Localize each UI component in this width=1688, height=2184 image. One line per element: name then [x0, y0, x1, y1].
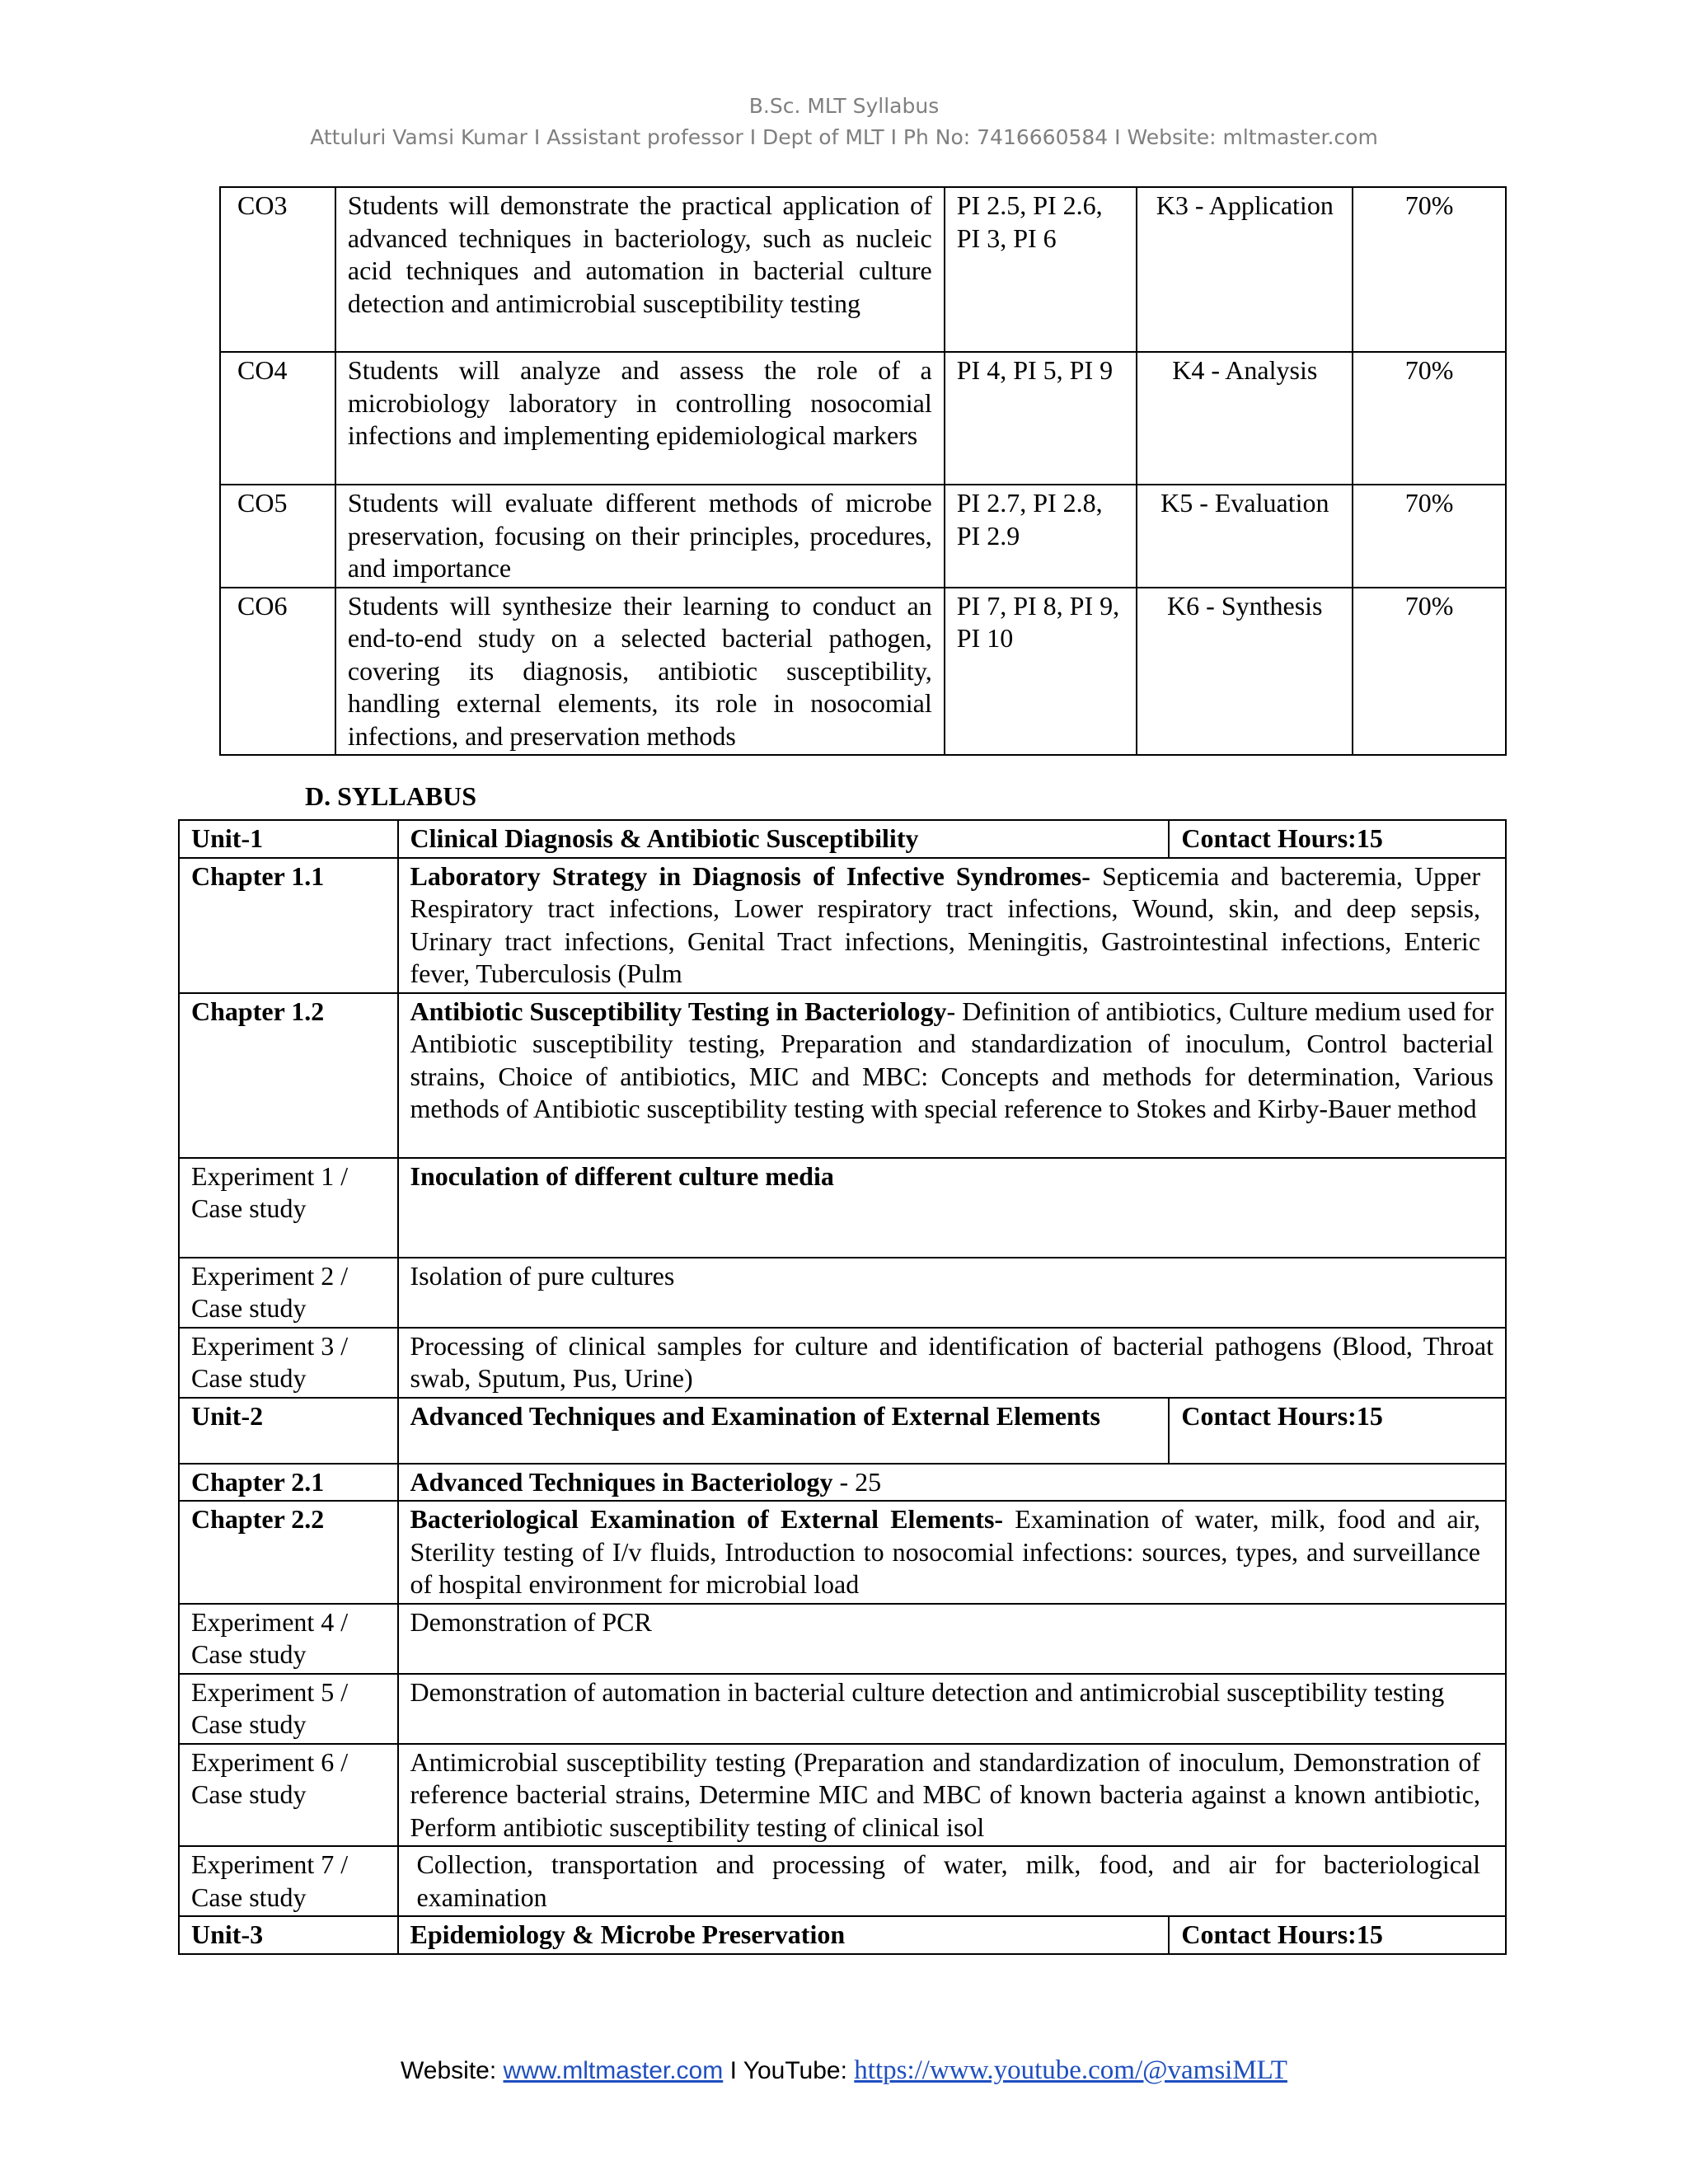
chapter-text: - 25: [832, 1466, 882, 1497]
chapter-label: Chapter 1.1: [179, 858, 398, 993]
co-target: 70%: [1353, 588, 1506, 756]
co-level: K4 - Analysis: [1137, 352, 1353, 485]
unit-label: Unit-2: [179, 1398, 398, 1464]
footer-website-label: Website:: [401, 2057, 504, 2084]
co-code: CO6: [220, 588, 335, 756]
co-target: 70%: [1353, 485, 1506, 588]
chapter-content: [398, 858, 1507, 993]
experiment-row: [179, 1674, 1506, 1744]
co-pi: PI 7, PI 8, PI 9, PI 10: [945, 588, 1137, 756]
co-pi: PI 2.5, PI 2.6, PI 3, PI 6: [945, 187, 1137, 352]
experiment-label: Experiment 2 / Case study: [179, 1258, 398, 1328]
experiment-label: Experiment 5 / Case study: [179, 1674, 398, 1744]
unit-row: [179, 820, 1506, 858]
chapter-label: Chapter 2.2: [179, 1501, 398, 1604]
page-header-title: B.Sc. MLT Syllabus: [748, 94, 940, 118]
chapter-label: Chapter 2.1: [179, 1464, 398, 1502]
experiment-text: Collection, transportation and processing of water, milk, food, and air for bacteriological examination: [398, 1846, 1507, 1916]
contact-hours: Contact Hours:15: [1169, 1916, 1506, 1954]
chapter-text: Septicemia and bacteremia, Upper Respiratory tract infections, Lower respiratory tract infections, Wound, skin, and deep sepsis, Urinary tract infections, Genital Tract infections, Meningitis, Gastrointestinal infections, Enteric fever, Tuberculosis (Pulm: [410, 860, 1481, 988]
section-heading: D. SYLLABUS: [305, 781, 477, 811]
co-statement: Students will demonstrate the practical application of advanced techniques in bacteriology, such as nucleic acid techniques and automation in bacterial culture detection and antimicrobial susceptibility testing: [335, 187, 945, 352]
unit-title: Advanced Techniques and Examination of External Elements: [398, 1398, 1170, 1464]
page-footer: [0, 2055, 1688, 2086]
chapter-content: [398, 993, 1507, 1158]
chapter-title: Laboratory Strategy in Diagnosis of Infective Syndromes-: [410, 860, 1090, 891]
experiment-label: Experiment 7 / Case study: [179, 1846, 398, 1916]
chapter-content: [398, 1464, 1507, 1502]
chapter-label: Chapter 1.2: [179, 993, 398, 1158]
co-target: 70%: [1353, 187, 1506, 352]
chapter-text: Examination of water, milk, food and air, Sterility testing of I/v fluids, Introduction to nosocomial infections: sources, types, and surveillance of hospital environment for microbial load: [410, 1504, 1481, 1599]
experiment-text: Demonstration of PCR: [398, 1604, 1507, 1674]
co-level: K5 - Evaluation: [1137, 485, 1353, 588]
experiment-row: [179, 1158, 1506, 1258]
co-pi: PI 2.7, PI 2.8, PI 2.9: [945, 485, 1137, 588]
table-row: [220, 187, 1506, 352]
unit-label: Unit-3: [179, 1916, 398, 1954]
experiment-row: [179, 1744, 1506, 1847]
experiment-text: Isolation of pure cultures: [398, 1258, 1507, 1328]
chapter-title: Bacteriological Examination of External Elements-: [410, 1504, 1004, 1534]
chapter-text: - Definition of antibiotics, Culture medium used for Antibiotic susceptibility testing, Preparation and standardization of inoculum, Control bacterial strains, Choice of antibiotics, MIC and MBC: Concepts and methods for determination, Various methods of Antibiotic susceptibility testing with special reference to Stokes and Kirby-Bauer method: [410, 996, 1494, 1123]
contact-hours: Contact Hours:15: [1169, 820, 1506, 858]
unit-row: [179, 1398, 1506, 1464]
table-row: [220, 485, 1506, 588]
experiment-text: Antimicrobial susceptibility testing (Preparation and standardization of inoculum, Demonstration of reference bacterial strains, Determine MIC and MBC of known bacteria against a known antibiotic, Perform antibiotic susceptibility testing of clinical isol: [398, 1744, 1507, 1847]
experiment-row: [179, 1604, 1506, 1674]
experiment-label: Experiment 6 / Case study: [179, 1744, 398, 1847]
course-outcomes-table: [219, 186, 1507, 756]
chapter-title: Advanced Techniques in Bacteriology: [410, 1466, 833, 1497]
experiment-text: Demonstration of automation in bacterial culture detection and antimicrobial susceptibility testing: [398, 1674, 1507, 1744]
chapter-content: [398, 1501, 1507, 1604]
chapter-title: Antibiotic Susceptibility Testing in Bacteriology: [410, 996, 947, 1026]
chapter-row: [179, 1464, 1506, 1502]
co-statement: Students will evaluate different methods of microbe preservation, focusing on their principles, procedures, and importance: [335, 485, 945, 588]
unit-title: Clinical Diagnosis & Antibiotic Susceptibility: [398, 820, 1170, 858]
table-row: [220, 352, 1506, 485]
experiment-text: Processing of clinical samples for culture and identification of bacterial pathogens (Blood, Throat swab, Sputum, Pus, Urine): [398, 1328, 1507, 1398]
footer-separator: I YouTube:: [723, 2057, 855, 2084]
youtube-link[interactable]: https://www.youtube.com/@vamsiMLT: [854, 2055, 1287, 2085]
unit-row: [179, 1916, 1506, 1954]
experiment-label: Experiment 4 / Case study: [179, 1604, 398, 1674]
experiment-label: Experiment 3 / Case study: [179, 1328, 398, 1398]
co-code: CO5: [220, 485, 335, 588]
chapter-row: [179, 858, 1506, 993]
experiment-row: [179, 1258, 1506, 1328]
contact-hours: Contact Hours:15: [1169, 1398, 1506, 1464]
co-level: K6 - Synthesis: [1137, 588, 1353, 756]
table-row: [220, 588, 1506, 756]
chapter-row: [179, 993, 1506, 1158]
co-target: 70%: [1353, 352, 1506, 485]
chapter-row: [179, 1501, 1506, 1604]
syllabus-table: [178, 819, 1507, 1955]
co-statement: Students will analyze and assess the role of a microbiology laboratory in controlling nosocomial infections and implementing epidemiological markers: [335, 352, 945, 485]
unit-label: Unit-1: [179, 820, 398, 858]
experiment-row: [179, 1328, 1506, 1398]
unit-title: Epidemiology & Microbe Preservation: [398, 1916, 1170, 1954]
website-link[interactable]: www.mltmaster.com: [503, 2057, 724, 2084]
co-level: K3 - Application: [1137, 187, 1353, 352]
co-pi: PI 4, PI 5, PI 9: [945, 352, 1137, 485]
experiment-label: Experiment 1 / Case study: [179, 1158, 398, 1258]
page-header-subtitle: Attuluri Vamsi Kumar I Assistant professor I Dept of MLT I Ph No: 7416660584 I Website: mltmaster.com: [310, 125, 1378, 149]
co-code: CO4: [220, 352, 335, 485]
experiment-row: [179, 1846, 1506, 1916]
co-code: CO3: [220, 187, 335, 352]
experiment-text: Inoculation of different culture media: [398, 1158, 1507, 1258]
co-statement: Students will synthesize their learning to conduct an end-to-end study on a selected bacterial pathogen, covering its diagnosis, antibiotic susceptibility, handling external elements, its role in nosocomial infections, and preservation methods: [335, 588, 945, 756]
